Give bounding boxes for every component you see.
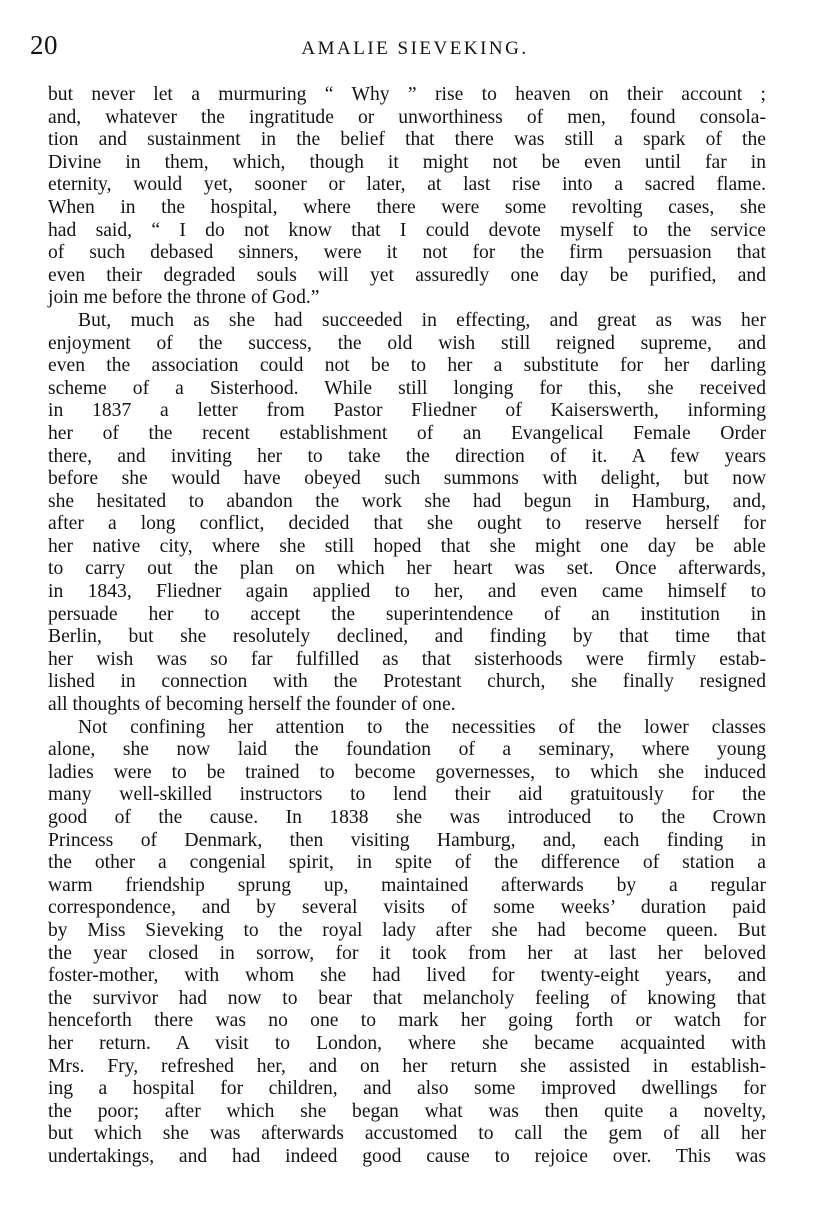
text-line: had said, “ I do not know that I could devote myself to the service [48, 219, 766, 241]
text-line: persuade her to accept the superintendence of an institution in [48, 603, 766, 625]
text-line: the poor; after which she began what was then quite a novelty, [48, 1100, 766, 1122]
text-line: by Miss Sieveking to the royal lady after she had become queen. But [48, 919, 766, 941]
text-line: lished in connection with the Protestant church, she finally resigned [48, 671, 766, 693]
running-title: AMALIE SIEVEKING. [301, 38, 529, 59]
text-line: Divine in them, which, though it might not be even until far in [48, 151, 766, 173]
text-line: in 1837 a letter from Pastor Fliedner of Kaiserswerth, informing [48, 400, 766, 422]
text-line: her wish was so far fulfilled as that sisterhoods were firmly estab- [48, 648, 766, 670]
text-line: after a long conflict, decided that she ought to reserve herself for [48, 513, 766, 535]
text-line: but never let a murmuring “ Why ” rise to heaven on their account ; [48, 84, 766, 105]
text-line: But, much as she had succeeded in effecting, and great as was her [78, 309, 766, 331]
body-text [48, 84, 766, 1169]
text-line: her native city, where she still hoped that she might one day be able [48, 535, 766, 557]
text-line: henceforth there was no one to mark her going forth or watch for [48, 1010, 766, 1032]
text-line: Not confining her attention to the necessities of the lower classes [78, 716, 766, 738]
page-header [30, 30, 770, 70]
text-line: the other a congenial spirit, in spite of the difference of station a [48, 852, 766, 874]
text-line: foster-mother, with whom she had lived for twenty-eight years, and [48, 965, 766, 987]
text-line: all thoughts of becoming herself the founder of one. [48, 694, 456, 716]
text-line: Princess of Denmark, then visiting Hamburg, and, each finding in [48, 829, 766, 851]
text-line: before she would have obeyed such summons with delight, but now [48, 468, 766, 490]
text-line: even their degraded souls will yet assuredly one day be purified, and [48, 264, 766, 286]
text-line: of such debased sinners, were it not for the firm persuasion that [48, 242, 766, 264]
text-line: scheme of a Sisterhood. While still longing for this, she received [48, 377, 766, 399]
text-line: she hesitated to abandon the work she had begun in Hamburg, and, [48, 490, 766, 512]
text-line: good of the cause. In 1838 she was introduced to the Crown [48, 807, 766, 828]
page-number: 20 [30, 30, 58, 60]
text-line: but which she was afterwards accustomed to call the gem of all her [48, 1123, 766, 1145]
text-line: ing a hospital for children, and also some improved dwellings for [48, 1078, 766, 1100]
text-line: enjoyment of the success, the old wish still reigned supreme, and [48, 332, 766, 354]
text-line: When in the hospital, where there were some revolting cases, she [48, 196, 766, 218]
text-line: there, and inviting her to take the direction of it. A few years [48, 445, 766, 467]
text-line: join me before the throne of God.” [48, 287, 320, 309]
text-line: in 1843, Fliedner again applied to her, and even came himself to [48, 581, 766, 603]
text-line: correspondence, and by several visits of some weeks’ duration paid [48, 897, 766, 919]
text-line: tion and sustainment in the belief that there was still a spark of the [48, 129, 766, 151]
text-line: to carry out the plan on which her heart was set. Once afterwards, [48, 558, 766, 580]
text-line: undertakings, and had indeed good cause to rejoice over. This was [48, 1145, 766, 1167]
text-line: alone, she now laid the foundation of a seminary, where young [48, 739, 766, 761]
text-line: the year closed in sorrow, for it took from her at last her beloved [48, 942, 766, 964]
text-line: Berlin, but she resolutely declined, and finding by that time that [48, 626, 766, 648]
text-line: even the association could not be to her a substitute for her darling [48, 355, 766, 377]
text-line: her return. A visit to London, where she became acquainted with [48, 1032, 766, 1054]
text-line: warm friendship sprung up, maintained afterwards by a regular [48, 874, 766, 896]
text-line: Mrs. Fry, refreshed her, and on her return she assisted in establish- [48, 1055, 766, 1077]
text-line: many well-skilled instructors to lend their aid gratuitously for the [48, 784, 766, 806]
text-line: her of the recent establishment of an Evangelical Female Order [48, 422, 766, 444]
text-line: and, whatever the ingratitude or unworthiness of men, found consola- [48, 106, 766, 128]
text-line: ladies were to be trained to become governesses, to which she induced [48, 761, 766, 783]
text-line: the survivor had now to bear that melancholy feeling of knowing that [48, 987, 766, 1009]
text-line: eternity, would yet, sooner or later, at last rise into a sacred flame. [48, 174, 766, 196]
